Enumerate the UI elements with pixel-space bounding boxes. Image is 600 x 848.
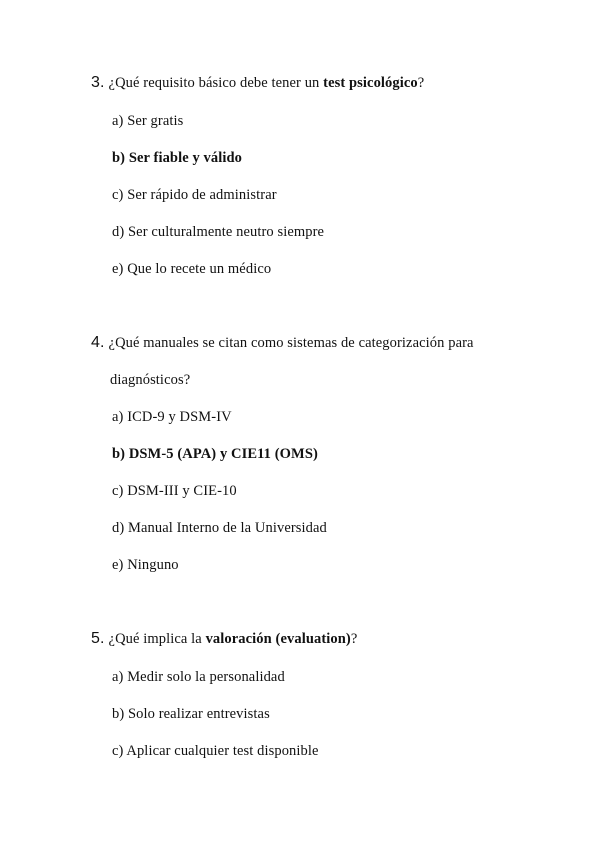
- question-5-text: [91, 630, 357, 648]
- question-5-option-a: a) Medir solo la personalidad: [112, 669, 285, 685]
- question-3-option-e: e) Que lo recete un médico: [112, 261, 272, 277]
- question-5-text-before: ¿Qué implica la: [108, 631, 206, 647]
- question-4-option-e: e) Ninguno: [112, 557, 179, 573]
- question-4-option-a: a) ICD-9 y DSM-IV: [112, 409, 232, 425]
- question-5-number: 5.: [91, 630, 105, 647]
- question-3-text: [91, 74, 424, 92]
- question-5-text-after: ?: [350, 631, 358, 647]
- question-4-option-d: d) Manual Interno de la Universidad: [112, 520, 327, 536]
- question-3-text-after: ?: [417, 75, 425, 91]
- question-5-option-c: c) Aplicar cualquier test disponible: [112, 743, 319, 759]
- question-4-option-c: c) DSM-III y CIE-10: [112, 483, 237, 499]
- question-3-option-d: d) Ser culturalmente neutro siempre: [112, 224, 325, 240]
- question-5-option-b: b) Solo realizar entrevistas: [112, 706, 270, 722]
- question-4-number: 4.: [91, 334, 105, 351]
- question-3-text-before: ¿Qué requisito básico debe tener un: [108, 75, 324, 91]
- question-4-text: [91, 334, 474, 352]
- question-4-text-continuation: diagnósticos?: [110, 372, 191, 388]
- question-3-text-bold: test psicológico: [323, 75, 418, 91]
- question-3-option-a: a) Ser gratis: [112, 113, 184, 129]
- question-3-option-c: c) Ser rápido de administrar: [112, 187, 277, 203]
- question-3-option-b-correct: b) Ser fiable y válido: [112, 150, 243, 166]
- question-4-text-line1: ¿Qué manuales se citan como sistemas de categorización para: [108, 335, 474, 351]
- question-4-option-b-correct: b) DSM-5 (APA) y CIE11 (OMS): [112, 446, 318, 462]
- question-3-number: 3.: [91, 74, 105, 91]
- question-5-text-bold: valoración (evaluation): [205, 631, 351, 647]
